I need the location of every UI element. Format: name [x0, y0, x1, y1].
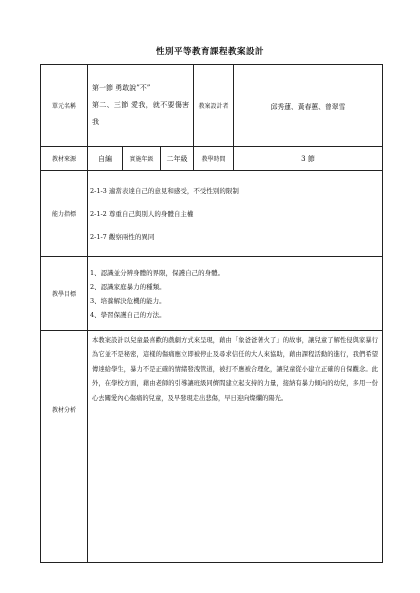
unit-row	[41, 65, 383, 147]
document-title: 性別平等教育課程教案設計	[155, 47, 264, 57]
goal-row	[41, 257, 383, 331]
ability-item: 2-1-3 適當表達自己的意見和感受，不受性別的限制	[90, 187, 239, 195]
designers: 邱秀蓮、黃春蕙、曾翠雪	[234, 65, 383, 147]
source-label: 教材來源	[41, 147, 88, 171]
grade-value: 二年級	[161, 147, 194, 171]
ability-label: 能力指標	[41, 171, 88, 257]
unit-line-3: 我	[92, 118, 99, 126]
analysis-row	[41, 331, 383, 563]
analysis-text: 本教案設計以兒童最喜歡的戲劇方式來呈現，藉由「象爸爸著火了」的故事，讓兒童了解性侵與家暴行為它並不是秘密，這樣的傷痛應立即被停止及尋求信任的大人來協助，藉由課程活動的進行，我們希望傳達給學生，暴力不是正確的情緒發洩管道，被打不應被合理化，讓兒童從小建立正確的自保觀念。此外，在學校方面，藉由老師的引導讓班級同儕間建立起支持的力量，接納有暴力傾向的幼兒，多用一份心去關愛內心傷痛的兒童，及早發現走出悲傷，早日迎向燦爛的陽光。	[88, 331, 383, 563]
analysis-label: 教材分析	[41, 331, 88, 563]
time-value: 3 節	[234, 147, 383, 171]
ability-item: 2-1-7 觀察兩性的異同	[90, 233, 155, 241]
unit-line-2: 第二、三節 愛我，就不要傷害	[92, 101, 190, 109]
goal-item: 1、認識並分辨身體的界限，保護自己的身體。	[90, 268, 225, 277]
ability-list	[88, 171, 383, 257]
time-label: 教學時間	[194, 147, 234, 171]
grade-label: 實施年級	[123, 147, 161, 171]
source-value: 自編	[88, 147, 123, 171]
ability-row	[41, 171, 383, 257]
goal-label: 教學目標	[41, 257, 88, 331]
unit-line-1: 第一節 勇敢說”不”	[92, 84, 151, 92]
unit-label: 單元名稱	[41, 65, 88, 147]
lesson-plan-table	[40, 64, 383, 563]
source-row	[41, 147, 383, 171]
unit-name	[88, 65, 194, 147]
goal-item: 3、培養解決危機的能力。	[90, 296, 166, 305]
goal-item: 4、學習保護自己的方法。	[90, 310, 166, 319]
goal-item: 2、認識家庭暴力的種類。	[90, 282, 166, 291]
ability-item: 2-1-2 尊重自己與別人的身體自主權	[90, 210, 194, 218]
goal-list	[88, 257, 383, 331]
designer-label: 教案設計者	[194, 65, 234, 147]
